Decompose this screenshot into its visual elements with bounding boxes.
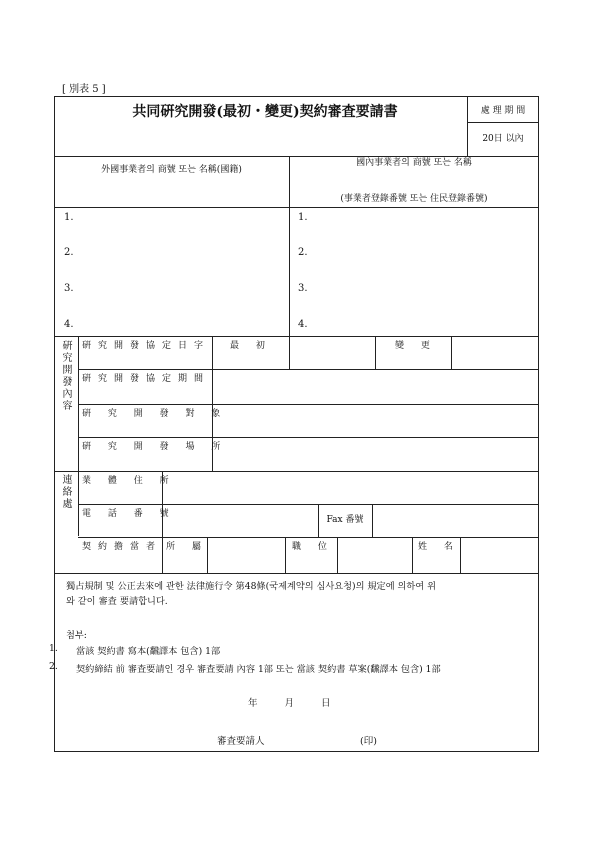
foreign-item-number: 4. bbox=[64, 319, 74, 330]
processing-period-label: 處 理 期 間 bbox=[480, 106, 526, 116]
seal-mark: (印) bbox=[360, 736, 377, 747]
attachment-number: 1. bbox=[49, 643, 58, 654]
domestic-business-header: 國內事業者의 商號 또는 名稱 bbox=[356, 158, 472, 168]
position-label: 職 位 bbox=[292, 542, 334, 552]
rd-agreement-period-label: 硏究開發協定期間 bbox=[82, 374, 211, 384]
rd-agreement-date-label: 硏究開發協定日字 bbox=[82, 341, 211, 351]
company-address-label: 業 體 住 所 bbox=[82, 476, 176, 486]
contact-section-label: 連絡處 bbox=[60, 474, 71, 510]
domestic-item-number: 1. bbox=[298, 212, 308, 223]
foreign-item-number: 3. bbox=[64, 283, 74, 294]
content-section-label: 硏究開發內容 bbox=[60, 340, 71, 412]
fax-number-label: Fax 番號 bbox=[326, 515, 364, 525]
attachment-number: 2. bbox=[49, 661, 58, 672]
foreign-item-number: 1. bbox=[64, 212, 74, 223]
processing-period-value: 20日 以內 bbox=[482, 134, 524, 144]
rd-subject-label: 硏 究 開 發 對 象 bbox=[82, 409, 228, 419]
attachment-item: 當該 契約書 寫本(飜譯本 包含) 1部 bbox=[76, 646, 221, 657]
foreign-item-number: 2. bbox=[64, 247, 74, 258]
domestic-item-number: 2. bbox=[298, 247, 308, 258]
first-label: 最 初 bbox=[230, 341, 272, 351]
attachment-item: 契約締結 前 審査要請인 경우 審査要請 內容 1部 또는 當該 契約書 草案(飜譯本 包含) 1部 bbox=[76, 664, 441, 675]
contract-manager-label: 契約擔當者 bbox=[82, 542, 163, 552]
attachments-label: 첨부: bbox=[66, 630, 87, 641]
foreign-business-header: 外國事業者의 商號 또는 名稱(國籍) bbox=[101, 165, 242, 175]
rd-place-label: 硏 究 開 發 場 所 bbox=[82, 442, 228, 452]
annex-label: [ 別表 5 ] bbox=[62, 84, 106, 95]
name-label: 姓 名 bbox=[418, 542, 460, 552]
applicant-label: 審査要請人 bbox=[217, 736, 265, 747]
department-label: 所 屬 bbox=[166, 542, 208, 552]
change-label: 變 更 bbox=[395, 341, 437, 351]
form-title: 共同硏究開發(最初・變更)契約審査要請書 bbox=[132, 104, 398, 120]
domestic-business-subheader: (事業者登錄番號 또는 住民登錄番號) bbox=[340, 194, 488, 204]
domestic-item-number: 4. bbox=[298, 319, 308, 330]
phone-number-label: 電 話 番 號 bbox=[82, 509, 176, 519]
date-line: 年 月 日 bbox=[248, 698, 331, 709]
request-statement: 獨占規制 및 公正去來에 관한 法律施行令 第48條(국제계약의 심사요청)의 規定에 의하여 위 bbox=[66, 581, 436, 592]
domestic-item-number: 3. bbox=[298, 283, 308, 294]
request-statement-continued: 와 같이 審査 要請합니다. bbox=[66, 596, 168, 607]
